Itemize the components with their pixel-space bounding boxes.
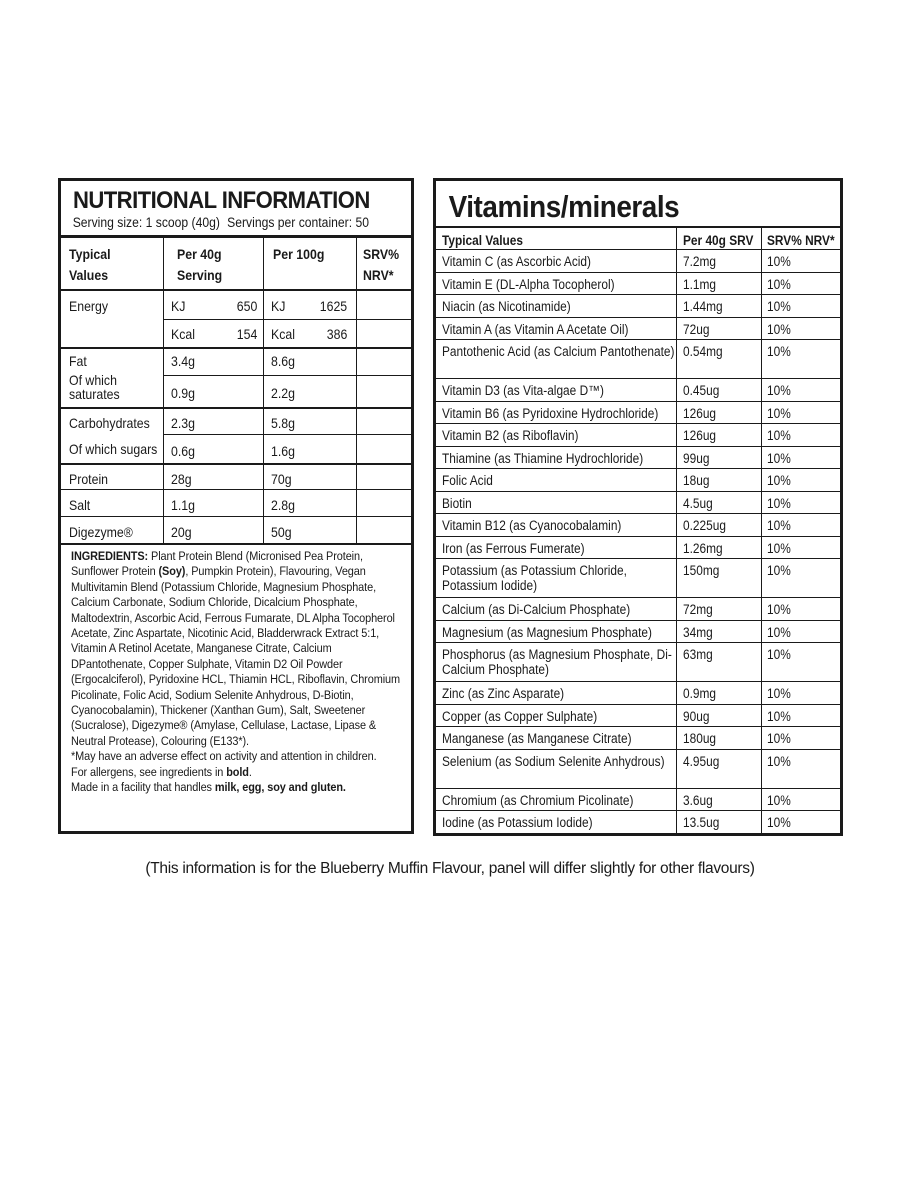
header-per40-line1: Per 40g (177, 246, 222, 262)
vitamin-name: Vitamin D3 (as Vita-algae D™) (442, 383, 604, 398)
carbs-label: Carbohydrates (69, 415, 150, 431)
vitamin-amount: 0.54mg (683, 344, 723, 359)
fat-label: Fat (69, 353, 87, 369)
vitamin-name: Vitamin E (DL-Alpha Tocopherol) (442, 276, 615, 292)
digezyme-per40: 20g (171, 524, 192, 540)
ingredients-block (71, 549, 405, 796)
vitamin-name: Niacin (as Nicotinamide) (442, 299, 571, 314)
carbs-per100: 5.8g (271, 415, 295, 431)
vitamin-row (436, 446, 840, 469)
vitamin-srv: 10% (767, 405, 791, 421)
vitamin-row (436, 378, 840, 401)
vitamin-row (436, 317, 840, 340)
vitamin-name: Selenium (as Sodium Selenite Anhydrous) (442, 753, 665, 769)
energy-kcal-unit: Kcal (171, 326, 195, 342)
vitamins-header-srv: SRV% NRV* (767, 233, 835, 248)
serving-size: Serving size: 1 scoop (40g) (72, 215, 220, 230)
vitamin-row (436, 681, 840, 704)
vitamin-amount: 1.26mg (683, 540, 723, 556)
vitamin-srv: 10% (767, 450, 791, 466)
vitamin-srv: 10% (767, 495, 791, 511)
energy-label: Energy (69, 298, 109, 314)
vitamin-amount: 63mg (683, 647, 713, 662)
vitamin-srv: 10% (767, 647, 791, 662)
flavour-footnote: (This information is for the Blueberry Muffin Flavour, panel will differ slightly for other flavours) (145, 860, 755, 877)
vitamin-row (436, 726, 840, 749)
vitamin-row (436, 423, 840, 446)
energy-kj-100: 1625 (319, 298, 347, 314)
vitamin-srv: 10% (767, 321, 791, 337)
vitamin-amount: 7.2mg (683, 254, 717, 269)
vitamin-srv: 10% (767, 383, 791, 398)
sugars-per40: 0.6g (171, 443, 195, 459)
vitamin-name: Pantothenic Acid (as Calcium Pantothenate) (442, 344, 675, 359)
vitamin-row (436, 249, 840, 272)
fat-per100: 8.6g (271, 353, 295, 369)
nutrition-title: NUTRITIONAL INFORMATION (72, 187, 370, 214)
vitamin-name: Iron (as Ferrous Fumerate) (442, 540, 585, 556)
vitamin-name: Calcium (as Di-Calcium Phosphate) (442, 602, 631, 617)
vitamin-row (436, 294, 840, 317)
header-srv-line1: SRV% (363, 246, 400, 262)
allergen-soy: (Soy) (158, 564, 186, 579)
vitamin-amount: 1.44mg (683, 299, 723, 314)
energy-kj-40: 650 (236, 298, 257, 314)
sugars-per100: 1.6g (271, 443, 295, 459)
allergens-note: For allergens, see ingredients in bold. (71, 764, 252, 779)
vitamin-amount: 0.9mg (683, 686, 717, 701)
vitamin-srv: 10% (767, 344, 791, 359)
vitamin-amount: 34mg (683, 624, 713, 640)
saturates-per40: 0.9g (171, 385, 195, 401)
vitamin-amount: 126ug (683, 405, 717, 421)
vitamin-srv: 10% (767, 299, 791, 314)
vitamin-name: Manganese (as Manganese Citrate) (442, 731, 632, 746)
vitamin-srv: 10% (767, 792, 791, 808)
energy-kj-unit: KJ (171, 298, 186, 314)
vitamin-name: Phosphorus (as Magnesium Phosphate, Di-Calcium Phosphate) (442, 647, 672, 677)
vitamin-name: Potassium (as Potassium Chloride, Potassium Iodide) (442, 563, 627, 593)
vitamin-name: Thiamine (as Thiamine Hydrochloride) (442, 450, 644, 466)
saturates-label-line1: Of which (69, 372, 117, 388)
salt-label: Salt (69, 497, 91, 513)
header-values: Values (69, 267, 109, 283)
vitamin-amount: 3.6ug (683, 792, 713, 808)
vitamin-name: Vitamin B12 (as Cyanocobalamin) (442, 518, 622, 533)
salt-per100: 2.8g (271, 497, 295, 513)
vitamins-panel (433, 178, 843, 836)
vitamin-srv: 10% (767, 753, 791, 769)
vitamin-srv: 10% (767, 254, 791, 269)
vitamin-row (436, 468, 840, 491)
vitamin-name: Folic Acid (442, 473, 493, 488)
energy-kj-unit-100: KJ (271, 298, 286, 314)
vitamin-name: Magnesium (as Magnesium Phosphate) (442, 624, 652, 640)
vitamin-amount: 13.5ug (683, 815, 720, 830)
vitamin-srv: 10% (767, 624, 791, 640)
adverse-effect-warning: *May have an adverse effect on activity and attention in children. (71, 749, 377, 764)
vitamin-row (436, 401, 840, 424)
vitamin-row (436, 597, 840, 620)
saturates-per100: 2.2g (271, 385, 295, 401)
energy-kcal-100: 386 (326, 326, 347, 342)
header-typical: Typical (69, 246, 111, 262)
vitamin-name: Copper (as Copper Sulphate) (442, 708, 598, 724)
protein-per40: 28g (171, 471, 192, 487)
vitamin-name: Vitamin B6 (as Pyridoxine Hydrochloride) (442, 405, 659, 421)
vitamin-row (436, 642, 840, 681)
sugars-label: Of which sugars (69, 441, 158, 457)
vitamin-srv: 10% (767, 686, 791, 701)
vitamin-srv: 10% (767, 708, 791, 724)
energy-kcal-unit-100: Kcal (271, 326, 295, 342)
fat-per40: 3.4g (171, 353, 195, 369)
saturates-label-line2: saturates (69, 386, 120, 402)
vitamin-row (436, 339, 840, 378)
vitamin-name: Biotin (442, 495, 472, 511)
vitamin-srv: 10% (767, 540, 791, 556)
ingredients-text: INGREDIENTS: Plant Protein Blend (Micronised Pea Protein, Sunflower Protein (Soy), Pumpkin Protein), Flavouring, Vegan Multivitamin Blend (Potassium Chloride, Magnesium Phosphate, Calcium Carbonate, Sodium Chloride, Dicalcium Phosphate, Maltodextrin, Ascorbic Acid, Ferrous Fumarate, DL Alpha Tocopherol Acetate, Zinc Aspartate, Nicotinic Acid, Bladderwrack Extract 5:1, Vitamin A Retinol Acetate, Manganese Citrate, Calcium DPantothenate, Copper Sulphate, Vitamin D2 Oil Powder (Ergocalciferol), Pyridoxine HCL, Thiamin HCL, Riboflavin, Chromium Picolinate, Folic Acid, Sodium Selenite Anhydrous, D-Biotin, Cyanocobalamin), Thickener (Xanthan Gum), Salt, Sweetener (Sucralose), Digezyme® (Amylase, Cellulase, Lactase, Lipase & Neutral Protease), Colouring (E133*). (71, 549, 401, 748)
vitamin-name: Vitamin B2 (as Riboflavin) (442, 428, 579, 443)
vitamin-row (436, 272, 840, 295)
vitamin-row (436, 749, 840, 788)
digezyme-per100: 50g (271, 524, 292, 540)
vitamin-srv: 10% (767, 518, 791, 533)
protein-per100: 70g (271, 471, 292, 487)
vitamin-srv: 10% (767, 602, 791, 617)
digezyme-label: Digezyme® (69, 524, 133, 540)
vitamin-row (436, 620, 840, 643)
vitamins-header-row (436, 226, 840, 249)
vitamin-row (436, 788, 840, 811)
serving-info (61, 211, 376, 235)
vitamin-row (436, 491, 840, 514)
vitamin-amount: 0.225ug (683, 518, 726, 533)
vitamin-row (436, 558, 840, 597)
vitamin-row (436, 704, 840, 727)
servings-per-container: Servings per container: 50 (227, 215, 369, 230)
vitamin-amount: 4.5ug (683, 495, 713, 511)
vitamin-row (436, 810, 840, 833)
vitamin-row (436, 536, 840, 559)
vitamin-amount: 90ug (683, 708, 710, 724)
vitamin-name: Iodine (as Potassium Iodide) (442, 815, 593, 830)
header-srv-line2: NRV* (363, 267, 394, 283)
vitamin-name: Vitamin C (as Ascorbic Acid) (442, 254, 591, 269)
vitamin-srv: 10% (767, 731, 791, 746)
salt-per40: 1.1g (171, 497, 195, 513)
nutrition-table (61, 237, 411, 543)
vitamin-amount: 1.1mg (683, 276, 717, 292)
vitamin-amount: 0.45ug (683, 383, 720, 398)
carbs-per40: 2.3g (171, 415, 195, 431)
vitamin-amount: 126ug (683, 428, 717, 443)
vitamin-srv: 10% (767, 276, 791, 292)
facility-note: Made in a facility that handles milk, egg, soy and gluten. (71, 780, 346, 795)
vitamins-header-amount: Per 40g SRV (683, 233, 754, 248)
vitamin-row (436, 513, 840, 536)
vitamin-amount: 150mg (683, 563, 720, 578)
vitamin-srv: 10% (767, 473, 791, 488)
vitamins-title: Vitamins/minerals (448, 189, 680, 224)
nutrition-panel (58, 178, 414, 834)
vitamin-amount: 72mg (683, 602, 713, 617)
vitamin-name: Vitamin A (as Vitamin A Acetate Oil) (442, 321, 629, 337)
energy-kcal-40: 154 (236, 326, 257, 342)
vitamin-name: Chromium (as Chromium Picolinate) (442, 792, 634, 808)
vitamin-srv: 10% (767, 563, 791, 578)
vitamin-srv: 10% (767, 428, 791, 443)
header-per40-line2: Serving (177, 267, 223, 283)
protein-label: Protein (69, 471, 109, 487)
vitamin-amount: 72ug (683, 321, 710, 337)
vitamin-amount: 4.95ug (683, 753, 720, 769)
ingredients-heading: INGREDIENTS: (71, 549, 149, 563)
vitamin-amount: 18ug (683, 473, 710, 488)
vitamin-srv: 10% (767, 815, 791, 830)
header-per100: Per 100g (273, 246, 325, 262)
vitamin-amount: 180ug (683, 731, 717, 746)
vitamin-amount: 99ug (683, 450, 710, 466)
vitamin-name: Zinc (as Zinc Asparate) (442, 686, 565, 701)
vitamins-header-name: Typical Values (442, 233, 524, 248)
